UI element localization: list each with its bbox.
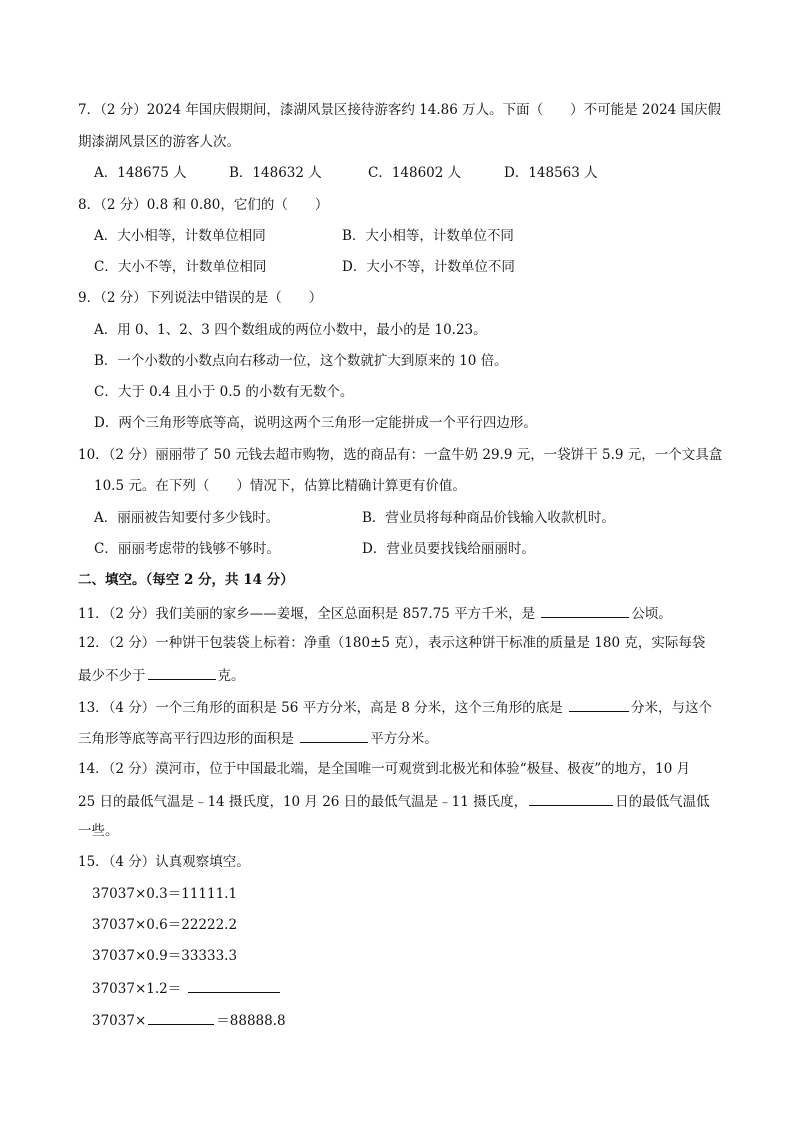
q10-option-c: C．丽丽考虑带的钱够不够时。 <box>94 541 280 557</box>
q15-answer-blank-1[interactable] <box>188 978 280 993</box>
q14-answer-blank[interactable] <box>529 791 613 806</box>
q12-line1: 12．（2 分）一种饼干包装袋上标着：净重（180±5 克），表示这种饼干标准的质量是 180 克，实际每袋 <box>78 635 706 651</box>
q13-line1 <box>78 697 712 717</box>
q7-option-c: C．148602 人 <box>368 165 462 181</box>
q13-line2 <box>78 728 438 748</box>
q15-equation-1: 37037×0.3＝11111.1 <box>92 886 238 902</box>
q8-line1: 8．（2 分）0.8 和 0.80，它们的（ ） <box>78 197 329 213</box>
q8-option-d: D．大小不等，计数单位不同 <box>342 259 515 275</box>
q8-option-b: B．大小相等，计数单位不同 <box>342 228 514 244</box>
q9-line1: 9．（2 分）下列说法中错误的是（ ） <box>78 290 323 306</box>
q11-suffix: 公顷。 <box>631 606 672 622</box>
q10-option-d: D．营业员要找钱给丽丽时。 <box>362 541 535 557</box>
section-heading-fill-in: 二、填空。（每空 2 分，共 14 分） <box>78 572 294 588</box>
q14-suffix: 日的最低气温低 <box>615 794 710 810</box>
q11-text: 11．（2 分）我们美丽的家乡——姜堰，全区总面积是 857.75 平方千米，是 <box>78 606 540 622</box>
q14-text: 25 日的最低气温是﹣14 摄氏度，10 月 26 日的最低气温是﹣11 摄氏度， <box>78 794 528 810</box>
q13-text: 13．（4 分）一个三角形的面积是 56 平方分米，高是 8 分米，这个三角形的底是 <box>78 700 568 716</box>
q14-line2 <box>78 791 710 811</box>
q15-eq4-text: 37037×1.2＝ <box>92 981 186 997</box>
q13-suffix: 平方分米。 <box>370 731 438 747</box>
q15-equation-5 <box>92 1010 286 1030</box>
q13-answer-blank-1[interactable] <box>569 697 629 712</box>
q14-line3: 一些。 <box>78 823 119 839</box>
q11-line <box>78 603 672 623</box>
q7-option-a: A．148675 人 <box>94 165 187 181</box>
q14-line1: 14．（2 分）漠河市，位于中国最北端，是全国唯一可观赏到北极光和体验“极昼、极夜”的地方，10 月 <box>78 761 691 777</box>
q10-option-b: B．营业员将每种商品价钱输入收款机时。 <box>362 510 615 526</box>
q7-line1: 7．（2 分）2024 年国庆假期间，漆湖风景区接待游客约 14.86 万人。下面（ ）不可能是 2024 国庆假 <box>78 102 722 118</box>
q12-line2 <box>78 665 245 685</box>
q12-text: 最少不少于 <box>78 668 146 684</box>
q9-option-d: D．两个三角形等底等高，说明这两个三角形一定能拼成一个平行四边形。 <box>94 415 537 431</box>
q10-option-a: A．丽丽被告知要付多少钱时。 <box>94 510 280 526</box>
q15-equation-3: 37037×0.9＝33333.3 <box>92 948 238 964</box>
q9-option-a: A．用 0、1、2、3 四个数组成的两位小数中，最小的是 10.23。 <box>94 322 487 338</box>
q13-mid: 分米，与这个 <box>631 700 713 716</box>
q10-line2: 10.5 元。在下列（ ）情况下，估算比精确计算更有价值。 <box>94 478 466 494</box>
q13-answer-blank-2[interactable] <box>300 728 368 743</box>
q7-line2: 期漆湖风景区的游客人次。 <box>78 134 240 150</box>
q15-eq5-result: ＝88888.8 <box>216 1013 286 1029</box>
q9-option-b: B．一个小数的小数点向右移动一位，这个数就扩大到原来的 10 倍。 <box>94 353 508 369</box>
q15-answer-blank-2[interactable] <box>148 1010 214 1025</box>
q10-line1: 10．（2 分）丽丽带了 50 元钱去超市购物，选的商品有：一盒牛奶 29.9 元，一袋饼干 5.9 元，一个文具盒 <box>78 447 723 463</box>
q8-option-c: C．大小不等，计数单位相同 <box>94 259 267 275</box>
q13-text2: 三角形等底等高平行四边形的面积是 <box>78 731 299 747</box>
q7-option-d: D．148563 人 <box>504 165 598 181</box>
q12-suffix: 克。 <box>217 668 245 684</box>
q15-equation-4 <box>92 978 282 998</box>
q15-eq5-text: 37037× <box>92 1013 147 1029</box>
q9-option-c: C．大于 0.4 且小于 0.5 的小数有无数个。 <box>94 384 354 400</box>
q15-line1: 15．（4 分）认真观察填空。 <box>78 854 250 870</box>
q12-answer-blank[interactable] <box>148 665 216 680</box>
q7-option-b: B．148632 人 <box>229 165 322 181</box>
q15-equation-2: 37037×0.6＝22222.2 <box>92 917 238 933</box>
q8-option-a: A．大小相等，计数单位相同 <box>94 228 266 244</box>
q11-answer-blank[interactable] <box>541 603 629 618</box>
